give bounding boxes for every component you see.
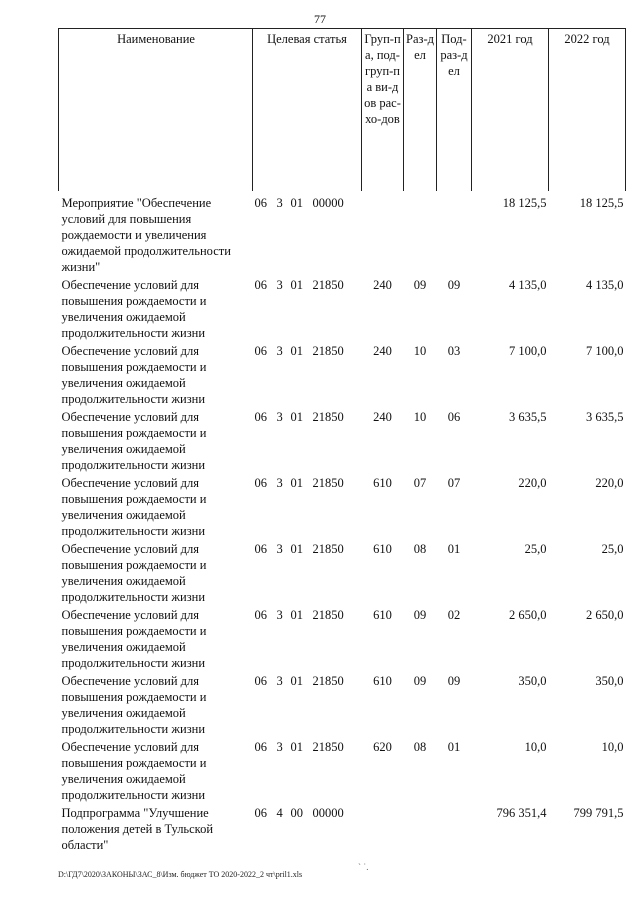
row-target-article <box>253 341 362 407</box>
row-amount-2021: 3 635,5 <box>509 410 547 424</box>
row-section: 08 <box>413 542 427 556</box>
row-cs-event: 00 <box>290 806 303 820</box>
row-name: Подпрограмма "Улучшение положения детей в Тульской области" <box>61 806 214 852</box>
row-amount-2021: 796 351,4 <box>496 806 547 820</box>
row-target-article <box>253 275 362 341</box>
row-section: 09 <box>413 278 427 292</box>
row-section: 09 <box>413 674 427 688</box>
scan-speck: ` ˙. <box>358 862 369 872</box>
table-row <box>59 803 626 855</box>
row-cs-program: 06 <box>254 278 267 292</box>
table-body <box>59 191 626 855</box>
table-row <box>59 275 626 341</box>
table-row <box>59 671 626 737</box>
row-subsection: 09 <box>447 278 461 292</box>
row-amount-2022: 799 791,5 <box>573 806 624 820</box>
row-group: 240 <box>373 410 392 424</box>
row-amount-2022: 220,0 <box>595 476 624 490</box>
row-group: 240 <box>373 344 392 358</box>
row-cs-event: 01 <box>290 608 303 622</box>
row-target-article <box>253 473 362 539</box>
row-amount-2022: 7 100,0 <box>586 344 624 358</box>
row-subsection: 02 <box>447 608 461 622</box>
row-amount-2021: 7 100,0 <box>509 344 547 358</box>
row-name: Обеспечение условий для повышения рождаемости и увеличения ожидаемой продолжительности жизни <box>61 278 207 340</box>
row-amount-2021: 10,0 <box>524 740 547 754</box>
row-cs-program: 06 <box>254 196 267 210</box>
row-cs-event: 01 <box>290 674 303 688</box>
row-cs-direction: 21850 <box>312 740 344 754</box>
row-subsection: 01 <box>447 542 461 556</box>
row-cs-subprogram: 3 <box>276 608 283 622</box>
table-row <box>59 191 626 275</box>
row-subsection: 06 <box>447 410 461 424</box>
row-group: 240 <box>373 278 392 292</box>
row-cs-program: 06 <box>254 542 267 556</box>
row-cs-event: 01 <box>290 740 303 754</box>
row-group: 610 <box>373 542 392 556</box>
row-cs-direction: 21850 <box>312 344 344 358</box>
row-amount-2022: 3 635,5 <box>586 410 624 424</box>
row-cs-direction: 21850 <box>312 476 344 490</box>
row-amount-2021: 2 650,0 <box>509 608 547 622</box>
row-section <box>404 191 437 275</box>
row-name: Обеспечение условий для повышения рождаемости и увеличения ожидаемой продолжительности жизни <box>61 608 207 670</box>
row-amount-2022: 25,0 <box>601 542 624 556</box>
row-cs-program: 06 <box>254 344 267 358</box>
table-row <box>59 473 626 539</box>
table-row <box>59 407 626 473</box>
row-subsection <box>437 191 472 275</box>
row-group: 610 <box>373 476 392 490</box>
row-cs-program: 06 <box>254 410 267 424</box>
row-cs-program: 06 <box>254 740 267 754</box>
row-section <box>404 803 437 855</box>
row-name: Обеспечение условий для повышения рождаемости и увеличения ожидаемой продолжительности жизни <box>61 740 207 802</box>
row-cs-direction: 21850 <box>312 278 344 292</box>
header-target-article: Целевая статья <box>253 29 362 192</box>
row-cs-subprogram: 3 <box>276 196 283 210</box>
row-cs-event: 01 <box>290 542 303 556</box>
row-cs-event: 01 <box>290 278 303 292</box>
row-group <box>362 803 404 855</box>
row-cs-subprogram: 3 <box>276 740 283 754</box>
row-section: 10 <box>413 410 427 424</box>
header-subsection: Под-раз-дел <box>437 29 472 192</box>
row-name: Мероприятие "Обеспечение условий для повышения рождаемости и увеличения ожидаемой продолжительности жизни" <box>61 196 231 274</box>
row-subsection: 09 <box>447 674 461 688</box>
row-amount-2021: 350,0 <box>518 674 547 688</box>
row-target-article <box>253 605 362 671</box>
row-name: Обеспечение условий для повышения рождаемости и увеличения ожидаемой продолжительности жизни <box>61 344 207 406</box>
header-group: Груп-па, под-груп-па ви-дов рас-хо-дов <box>362 29 404 192</box>
row-cs-program: 06 <box>254 476 267 490</box>
row-cs-subprogram: 4 <box>276 806 283 820</box>
row-cs-event: 01 <box>290 476 303 490</box>
header-year-2021: 2021 год <box>472 29 549 192</box>
row-section: 08 <box>413 740 427 754</box>
row-cs-direction: 00000 <box>312 806 344 820</box>
row-subsection <box>437 803 472 855</box>
file-path-footer: D:\ГД7\2020\ЗАКОНЫ\ЗАС_8\Изм. бюджет ТО 2020-2022_2 чт\pril1.xls <box>58 870 303 879</box>
row-cs-subprogram: 3 <box>276 542 283 556</box>
row-cs-direction: 21850 <box>312 674 344 688</box>
table-row <box>59 605 626 671</box>
row-cs-event: 01 <box>290 196 303 210</box>
row-name: Обеспечение условий для повышения рождаемости и увеличения ожидаемой продолжительности жизни <box>61 410 207 472</box>
header-year-2022: 2022 год <box>549 29 626 192</box>
row-cs-event: 01 <box>290 344 303 358</box>
row-cs-subprogram: 3 <box>276 476 283 490</box>
row-subsection: 07 <box>447 476 461 490</box>
table-row <box>59 539 626 605</box>
row-group: 610 <box>373 674 392 688</box>
page-number: 77 <box>314 12 326 26</box>
row-target-article <box>253 803 362 855</box>
row-section: 07 <box>413 476 427 490</box>
row-section: 09 <box>413 608 427 622</box>
row-cs-program: 06 <box>254 608 267 622</box>
row-amount-2021: 220,0 <box>518 476 547 490</box>
table-row <box>59 737 626 803</box>
row-amount-2021: 25,0 <box>524 542 547 556</box>
row-cs-subprogram: 3 <box>276 410 283 424</box>
row-subsection: 03 <box>447 344 461 358</box>
row-amount-2021: 4 135,0 <box>509 278 547 292</box>
row-amount-2022: 4 135,0 <box>586 278 624 292</box>
row-amount-2022: 350,0 <box>595 674 624 688</box>
row-cs-program: 06 <box>254 674 267 688</box>
row-target-article <box>253 737 362 803</box>
row-cs-subprogram: 3 <box>276 674 283 688</box>
table-header-row <box>59 29 626 192</box>
header-section: Раз-дел <box>404 29 437 192</box>
row-amount-2021: 18 125,5 <box>502 196 547 210</box>
row-cs-direction: 00000 <box>312 196 344 210</box>
row-group <box>362 191 404 275</box>
row-cs-direction: 21850 <box>312 410 344 424</box>
row-group: 610 <box>373 608 392 622</box>
row-target-article <box>253 191 362 275</box>
row-name: Обеспечение условий для повышения рождаемости и увеличения ожидаемой продолжительности жизни <box>61 542 207 604</box>
table-row <box>59 341 626 407</box>
row-amount-2022: 10,0 <box>601 740 624 754</box>
row-name: Обеспечение условий для повышения рождаемости и увеличения ожидаемой продолжительности жизни <box>61 476 207 538</box>
budget-table <box>58 28 626 855</box>
row-subsection: 01 <box>447 740 461 754</box>
row-cs-program: 06 <box>254 806 267 820</box>
row-amount-2022: 18 125,5 <box>579 196 624 210</box>
row-target-article <box>253 671 362 737</box>
row-amount-2022: 2 650,0 <box>586 608 624 622</box>
row-group: 620 <box>373 740 392 754</box>
row-target-article <box>253 407 362 473</box>
row-target-article <box>253 539 362 605</box>
row-cs-event: 01 <box>290 410 303 424</box>
row-cs-direction: 21850 <box>312 608 344 622</box>
row-name: Обеспечение условий для повышения рождаемости и увеличения ожидаемой продолжительности жизни <box>61 674 207 736</box>
row-section: 10 <box>413 344 427 358</box>
row-cs-subprogram: 3 <box>276 344 283 358</box>
row-cs-direction: 21850 <box>312 542 344 556</box>
row-cs-subprogram: 3 <box>276 278 283 292</box>
header-name: Наименование <box>59 29 253 192</box>
